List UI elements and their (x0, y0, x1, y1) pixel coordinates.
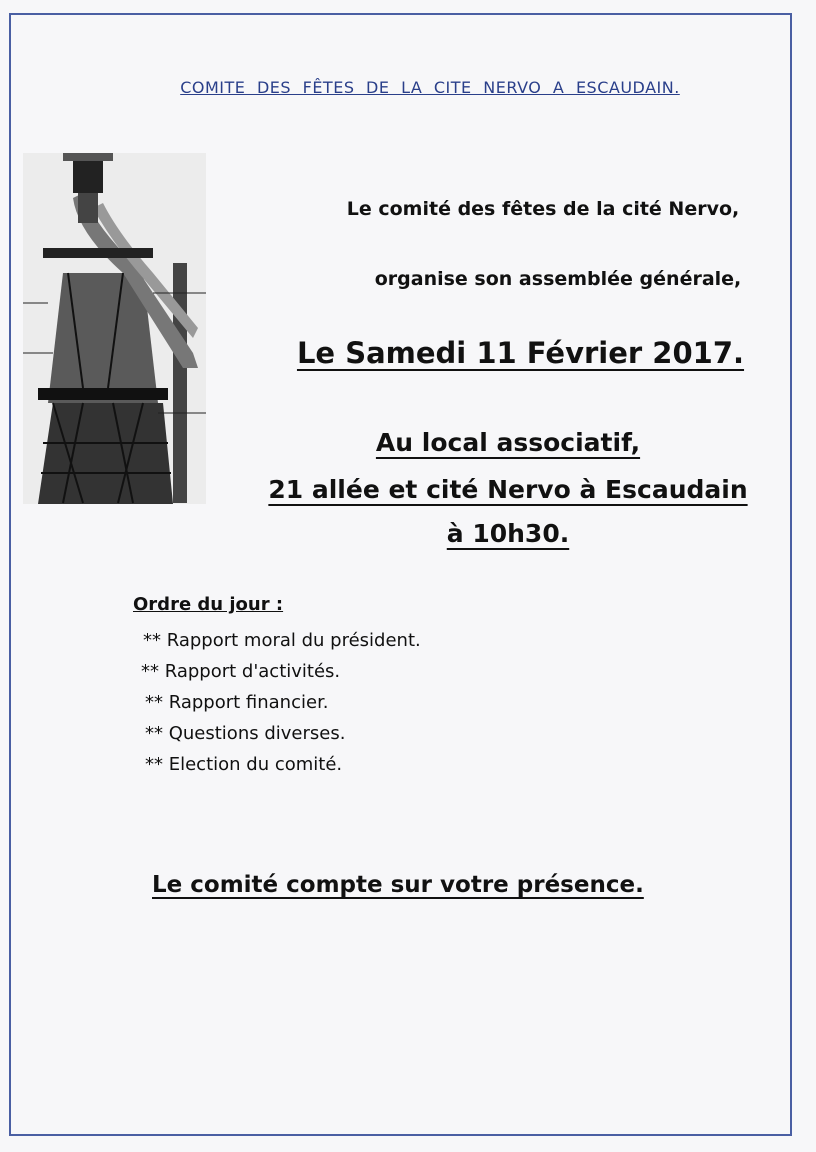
agenda-item: ** Rapport moral du président. (143, 630, 421, 651)
event-place (0, 428, 816, 457)
event-time-text: à 10h30. (446, 519, 570, 548)
agenda (133, 594, 421, 780)
event-time (0, 519, 816, 548)
event-address-text: 21 allée et cité Nervo à Escaudain (268, 475, 748, 504)
closing-message: Le comité compte sur votre présence. (152, 872, 644, 898)
event-date (0, 336, 816, 370)
event-address (0, 475, 816, 504)
agenda-item: ** Questions diverses. (145, 723, 346, 744)
agenda-item: ** Election du comité. (145, 754, 343, 775)
intro-line-1: Le comité des fêtes de la cité Nervo, (346, 198, 740, 220)
committee-header (0, 78, 816, 97)
agenda-item: ** Rapport d'activités. (141, 661, 341, 682)
agenda-item: ** Rapport financier. (145, 692, 329, 713)
agenda-title: Ordre du jour : (133, 594, 284, 615)
event-place-text: Au local associatif, (375, 428, 641, 457)
intro-line-2: organise son assemblée générale, (374, 268, 742, 290)
header-title: COMITE DES FÊTES DE LA CITE NERVO A ESCAUDAIN. (180, 78, 680, 97)
event-date-text: Le Samedi 11 Février 2017. (296, 336, 745, 370)
